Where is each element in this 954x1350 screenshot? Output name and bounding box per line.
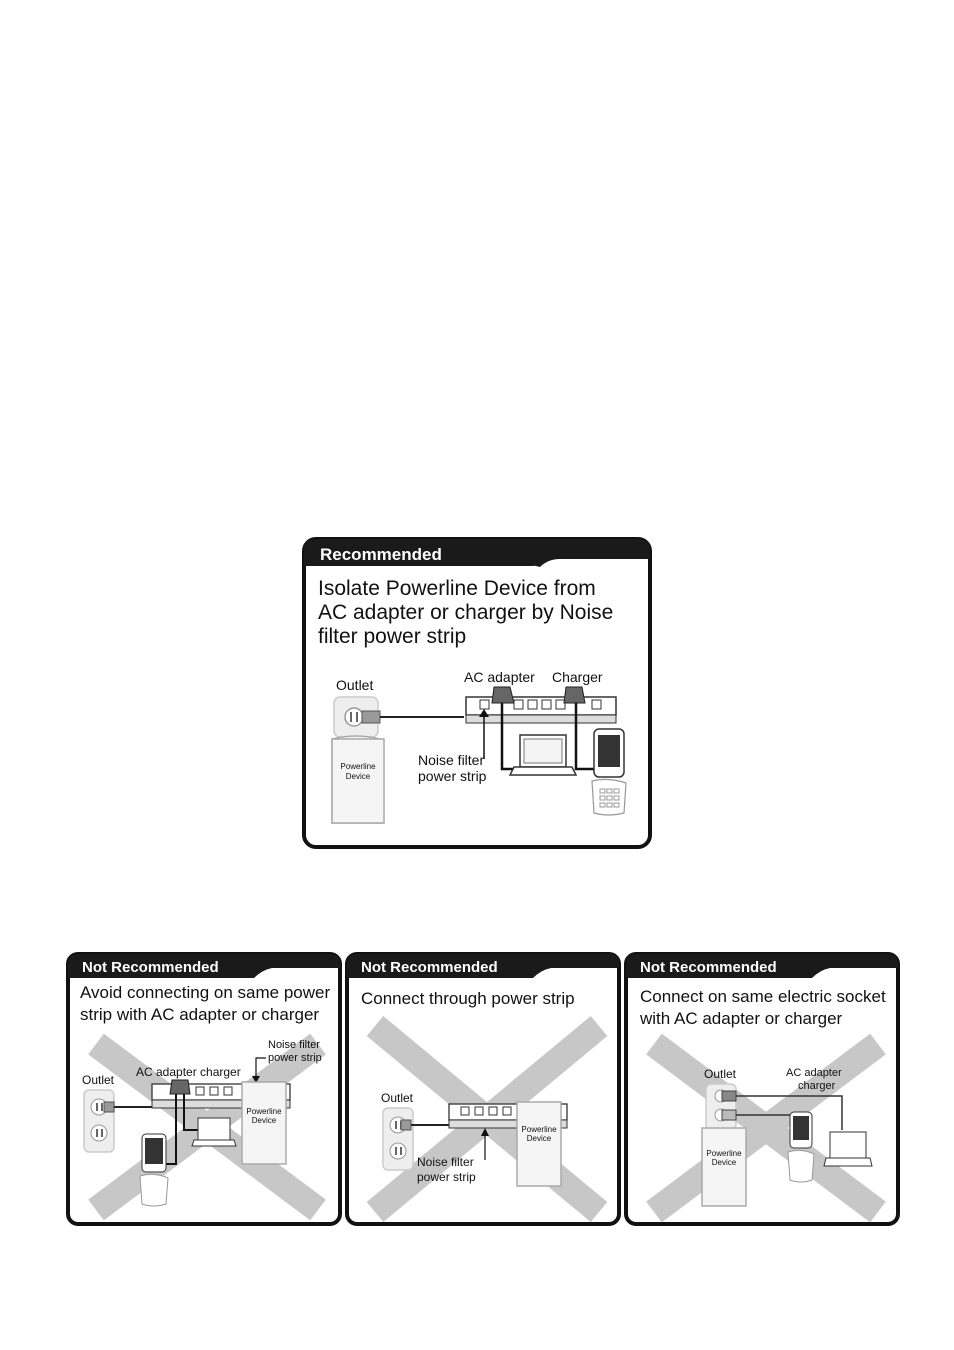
panel-title-line-1: Avoid connecting on same power xyxy=(80,983,331,1002)
outlet-label: Outlet xyxy=(336,677,374,693)
powerline-device xyxy=(242,1082,286,1164)
powerline-device xyxy=(517,1102,561,1186)
laptop-icon xyxy=(510,735,576,775)
panel-header: Not Recommended xyxy=(361,959,498,976)
panel-title-line-2: strip with AC adapter or charger xyxy=(80,1005,320,1024)
not-recommended-panel-1 xyxy=(66,952,342,1228)
panel-title-line-3: filter power strip xyxy=(318,625,467,648)
wall-outlet-icon xyxy=(706,1084,736,1130)
wall-outlet-icon xyxy=(383,1108,413,1170)
outlet-label: Outlet xyxy=(82,1073,115,1087)
mobile-phone-icon xyxy=(592,729,626,815)
charger-plug-icon xyxy=(564,687,585,703)
device-label-line-1: Powerline xyxy=(521,1125,557,1134)
noise-filter-label-line-1: Noise filter xyxy=(268,1039,320,1051)
noise-filter-label-line-1: Noise filter xyxy=(418,752,485,768)
panel-title-line-1: Connect through power strip xyxy=(361,989,575,1008)
not-recommended-figure-1 xyxy=(66,952,342,1228)
device-label-line-2: Device xyxy=(251,1116,277,1125)
panel-header: Not Recommended xyxy=(640,959,777,976)
panel-header: Recommended xyxy=(320,545,442,564)
ac-adapter-label: AC adapter xyxy=(464,669,535,685)
noise-filter-label-line-2: power strip xyxy=(268,1052,322,1064)
panel-title-line-1: Isolate Powerline Device from xyxy=(318,577,596,600)
mobile-phone-icon xyxy=(140,1134,168,1206)
noise-filter-power-strip xyxy=(466,697,616,723)
ac-adapter-plug-icon xyxy=(170,1080,190,1094)
outlet-label: Outlet xyxy=(704,1067,737,1081)
device-label-line-1: Powerline xyxy=(246,1107,282,1116)
recommended-figure xyxy=(302,537,652,849)
not-recommended-figure-2 xyxy=(345,952,621,1228)
device-label-line-1: Powerline xyxy=(706,1149,742,1158)
laptop-icon xyxy=(192,1118,236,1146)
device-label-line-2: Device xyxy=(526,1134,552,1143)
panel-title-line-2: with AC adapter or charger xyxy=(640,1009,843,1028)
powerline-device xyxy=(332,736,384,823)
plug-icon xyxy=(362,711,380,723)
ac-adapter-plug-icon xyxy=(492,687,514,703)
wall-outlet-icon xyxy=(84,1090,114,1152)
ac-adapter-label-line-1: AC adapter xyxy=(786,1067,842,1079)
not-recommended-panel-3 xyxy=(624,952,900,1228)
device-label-line-2: Device xyxy=(345,772,371,781)
powerline-device xyxy=(702,1128,746,1206)
not-recommended-panel-2 xyxy=(345,952,621,1228)
recommended-panel xyxy=(302,537,652,849)
ac-adapter-charger-label: AC adapter charger xyxy=(136,1065,241,1079)
panel-title-line-1: Connect on same electric socket xyxy=(640,987,886,1006)
charger-label: Charger xyxy=(552,669,603,685)
panel-title-line-2: AC adapter or charger by Noise xyxy=(318,601,614,624)
outlet-label: Outlet xyxy=(381,1091,414,1105)
noise-filter-label-line-2: power strip xyxy=(417,1170,476,1184)
device-label-line-1: Powerline xyxy=(340,762,376,771)
ac-adapter-label-line-2: charger xyxy=(798,1080,836,1092)
panel-header: Not Recommended xyxy=(82,959,219,976)
noise-filter-label-line-1: Noise filter xyxy=(417,1155,474,1169)
not-recommended-figure-3 xyxy=(624,952,900,1228)
device-label-line-2: Device xyxy=(711,1158,737,1167)
laptop-icon xyxy=(824,1132,872,1166)
noise-filter-label-line-2: power strip xyxy=(418,768,487,784)
mobile-phone-icon xyxy=(788,1112,814,1182)
